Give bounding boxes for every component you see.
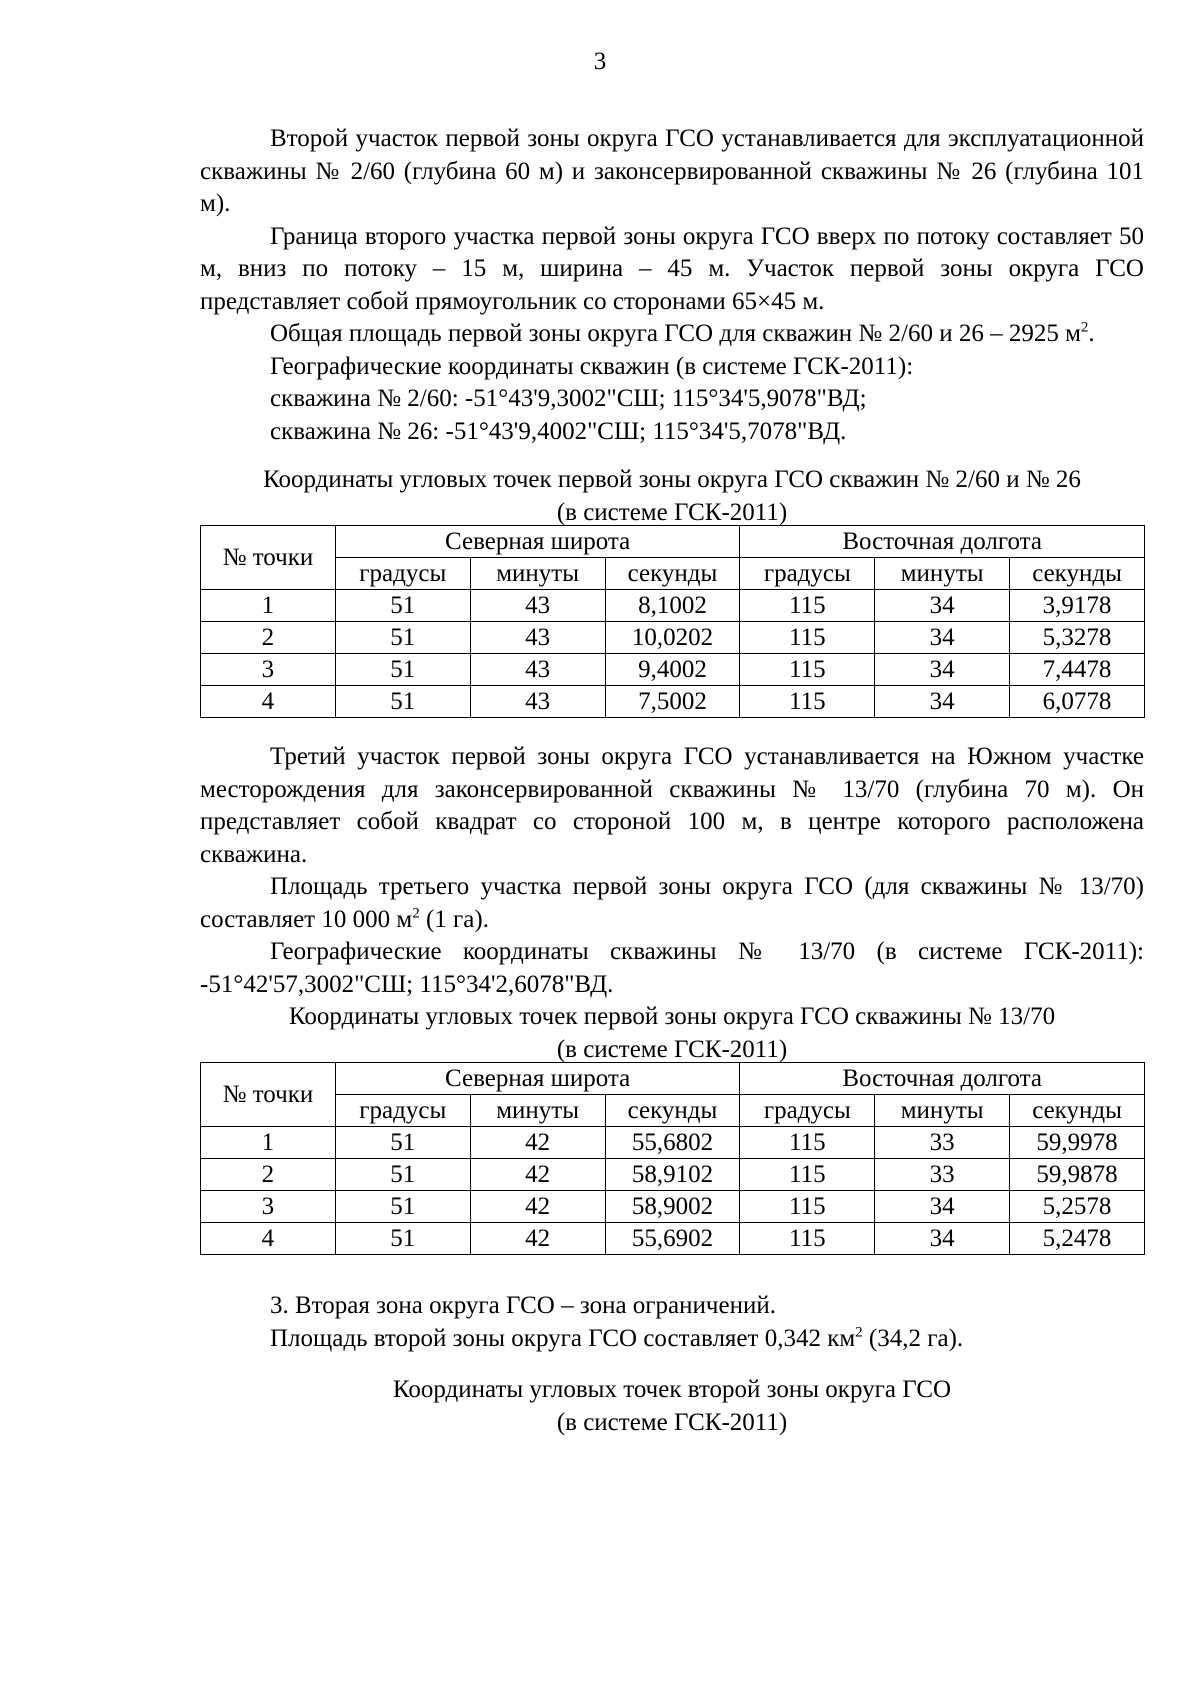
table-row	[201, 686, 1145, 718]
table1-header-point: № точки	[201, 526, 336, 590]
paragraph-second-plot-boundary: Граница второго участка первой зоны округа ГСО вверх по потоку составляет 50 м, вниз по потоку – 15 м, ширина – 45 м. Участок первой зоны округа ГСО представляет собой прямоугольник со сторонами 65×45 м.	[200, 222, 1144, 315]
paragraph-third-plot: Третий участок первой зоны округа ГСО устанавливается на Южном участке месторождения для законсервированной скважины № 13/70 (глубина 70 м). Он представляет собой квадрат со стороной 100 м, в центре которого расположена скважина.	[200, 743, 1144, 868]
cell-east-deg: 115	[740, 1127, 875, 1159]
second-zone-area	[200, 1323, 1144, 1356]
cell-east-min: 33	[875, 1159, 1010, 1191]
third-area-end: (1 га).	[419, 905, 489, 933]
coord-well-2-60: скважина № 2/60: -51°43'9,3002"СШ; 115°34'5,9078"ВД;	[270, 385, 867, 412]
cell-east-min: 33	[875, 1127, 1010, 1159]
table-row	[201, 1223, 1145, 1255]
cell-north-deg: 51	[335, 1127, 470, 1159]
cell-east-deg: 115	[740, 1223, 875, 1255]
table2-header-north: Северная широта	[335, 1063, 740, 1095]
table2-corner-points	[200, 1062, 1145, 1255]
cell-point: 2	[201, 622, 336, 654]
cell-point: 3	[201, 654, 336, 686]
table2-sub-sec-e: секунды	[1010, 1095, 1145, 1127]
table2-sub-deg-n: градусы	[335, 1095, 470, 1127]
table2-header-point: № точки	[201, 1063, 336, 1127]
superscript: 2	[1080, 319, 1089, 336]
cell-east-sec: 3,9178	[1010, 590, 1145, 622]
cell-east-sec: 59,9878	[1010, 1159, 1145, 1191]
table1-sub-deg-n: градусы	[335, 558, 470, 590]
cell-east-deg: 115	[740, 686, 875, 718]
cell-east-sec: 7,4478	[1010, 654, 1145, 686]
table1-sub-sec-n: секунды	[605, 558, 740, 590]
cell-east-deg: 115	[740, 1159, 875, 1191]
table-row	[201, 654, 1145, 686]
section-second-plot	[200, 123, 1144, 448]
cell-east-sec: 59,9978	[1010, 1127, 1145, 1159]
cell-north-sec: 58,9002	[605, 1191, 740, 1223]
cell-east-sec: 5,2578	[1010, 1191, 1145, 1223]
cell-point: 3	[201, 1191, 336, 1223]
superscript: 2	[412, 905, 420, 922]
cell-east-min: 34	[875, 686, 1010, 718]
table3-caption-line1: Координаты угловых точек второй зоны округа ГСО	[392, 1376, 952, 1403]
cell-north-min: 42	[470, 1127, 605, 1159]
cell-north-sec: 55,6902	[605, 1223, 740, 1255]
cell-east-sec: 5,3278	[1010, 622, 1145, 654]
second-zone-area-end: (34,2 га).	[862, 1324, 964, 1352]
table2-caption-line1: Координаты угловых точек первой зоны округа ГСО скважины № 13/70	[288, 1003, 1056, 1030]
second-zone-heading: 3. Вторая зона округа ГСО – зона ограничений.	[270, 1292, 776, 1319]
cell-point: 2	[201, 1159, 336, 1191]
cell-north-deg: 51	[335, 622, 470, 654]
second-zone-area-text: Площадь второй зоны округа ГСО составляет 0,342 км	[270, 1324, 856, 1352]
cell-east-sec: 6,0778	[1010, 686, 1145, 718]
table-row	[201, 622, 1145, 654]
cell-north-deg: 51	[335, 1191, 470, 1223]
table2-caption	[190, 1001, 1154, 1066]
cell-north-sec: 58,9102	[605, 1159, 740, 1191]
cell-east-deg: 115	[740, 1191, 875, 1223]
table1-corner-points	[200, 525, 1145, 718]
table-row	[201, 1127, 1145, 1159]
table2-caption-line2: (в системе ГСК-2011)	[556, 1035, 788, 1063]
cell-north-min: 43	[470, 590, 605, 622]
total-area-text: Общая площадь первой зоны округа ГСО для скважин № 2/60 и 26 – 2925 м	[270, 320, 1081, 347]
cell-point: 1	[201, 590, 336, 622]
table3-caption-line2: (в системе ГСК-2011)	[556, 1408, 788, 1436]
cell-north-sec: 8,1002	[605, 590, 740, 622]
cell-east-deg: 115	[740, 654, 875, 686]
cell-point: 4	[201, 686, 336, 718]
cell-north-min: 43	[470, 686, 605, 718]
cell-north-deg: 51	[335, 1223, 470, 1255]
cell-north-deg: 51	[335, 1159, 470, 1191]
cell-north-min: 42	[470, 1223, 605, 1255]
table-row	[201, 590, 1145, 622]
cell-east-deg: 115	[740, 590, 875, 622]
table2-sub-min-e: минуты	[875, 1095, 1010, 1127]
cell-point: 1	[201, 1127, 336, 1159]
cell-east-min: 34	[875, 1223, 1010, 1255]
total-area-end: .	[1088, 320, 1095, 347]
cell-north-deg: 51	[335, 686, 470, 718]
cell-north-min: 42	[470, 1159, 605, 1191]
paragraph-third-plot-coords: Географические координаты скважины № 13/70 (в системе ГСК-2011): -51°42'57,3002"СШ; 115°34'2,6078"ВД.	[200, 938, 1144, 998]
table3-caption	[190, 1374, 1154, 1439]
table1-header-east: Восточная долгота	[740, 526, 1145, 558]
table2-header-east: Восточная долгота	[740, 1063, 1145, 1095]
table1-caption	[190, 464, 1154, 529]
cell-east-min: 34	[875, 654, 1010, 686]
cell-north-sec: 7,5002	[605, 686, 740, 718]
table1-sub-sec-e: секунды	[1010, 558, 1145, 590]
cell-north-min: 43	[470, 654, 605, 686]
cell-north-sec: 55,6802	[605, 1127, 740, 1159]
cell-north-deg: 51	[335, 654, 470, 686]
table1-caption-line1: Координаты угловых точек первой зоны округа ГСО скважин № 2/60 и № 26	[263, 466, 1081, 493]
table-row	[201, 1159, 1145, 1191]
coord-well-26: скважина № 26: -51°43'9,4002"СШ; 115°34'5,7078"ВД.	[270, 417, 847, 445]
cell-east-min: 34	[875, 622, 1010, 654]
superscript: 2	[855, 1324, 863, 1341]
table1-caption-line2: (в системе ГСК-2011)	[556, 498, 788, 526]
table1-sub-min-e: минуты	[875, 558, 1010, 590]
table2-sub-sec-n: секунды	[605, 1095, 740, 1127]
paragraph-third-plot-area	[200, 871, 1144, 936]
third-area-text: Площадь третьего участка первой зоны округа ГСО (для скважины № 13/70) составляет 10 000 м	[200, 873, 1144, 933]
cell-east-min: 34	[875, 1191, 1010, 1223]
cell-north-sec: 9,4002	[605, 654, 740, 686]
section-second-zone	[200, 1290, 1144, 1355]
table1-sub-deg-e: градусы	[740, 558, 875, 590]
cell-east-deg: 115	[740, 622, 875, 654]
paragraph-total-area	[200, 318, 1144, 351]
cell-point: 4	[201, 1223, 336, 1255]
table2-sub-deg-e: градусы	[740, 1095, 875, 1127]
cell-east-min: 34	[875, 590, 1010, 622]
page-number: 3	[593, 48, 607, 75]
table-row	[201, 1191, 1145, 1223]
cell-north-deg: 51	[335, 590, 470, 622]
section-third-plot	[200, 741, 1144, 1001]
table2-sub-min-n: минуты	[470, 1095, 605, 1127]
coords-intro: Географические координаты скважин (в системе ГСК-2011):	[270, 352, 914, 380]
table1-header-north: Северная широта	[335, 526, 740, 558]
paragraph-second-plot: Второй участок первой зоны округа ГСО устанавливается для эксплуатационной скважины № 2/60 (глубина 60 м) и законсервированной скважины № 26 (глубина 101 м).	[200, 125, 1144, 217]
cell-north-sec: 10,0202	[605, 622, 740, 654]
table1-sub-min-n: минуты	[470, 558, 605, 590]
cell-north-min: 43	[470, 622, 605, 654]
cell-north-min: 42	[470, 1191, 605, 1223]
cell-east-sec: 5,2478	[1010, 1223, 1145, 1255]
